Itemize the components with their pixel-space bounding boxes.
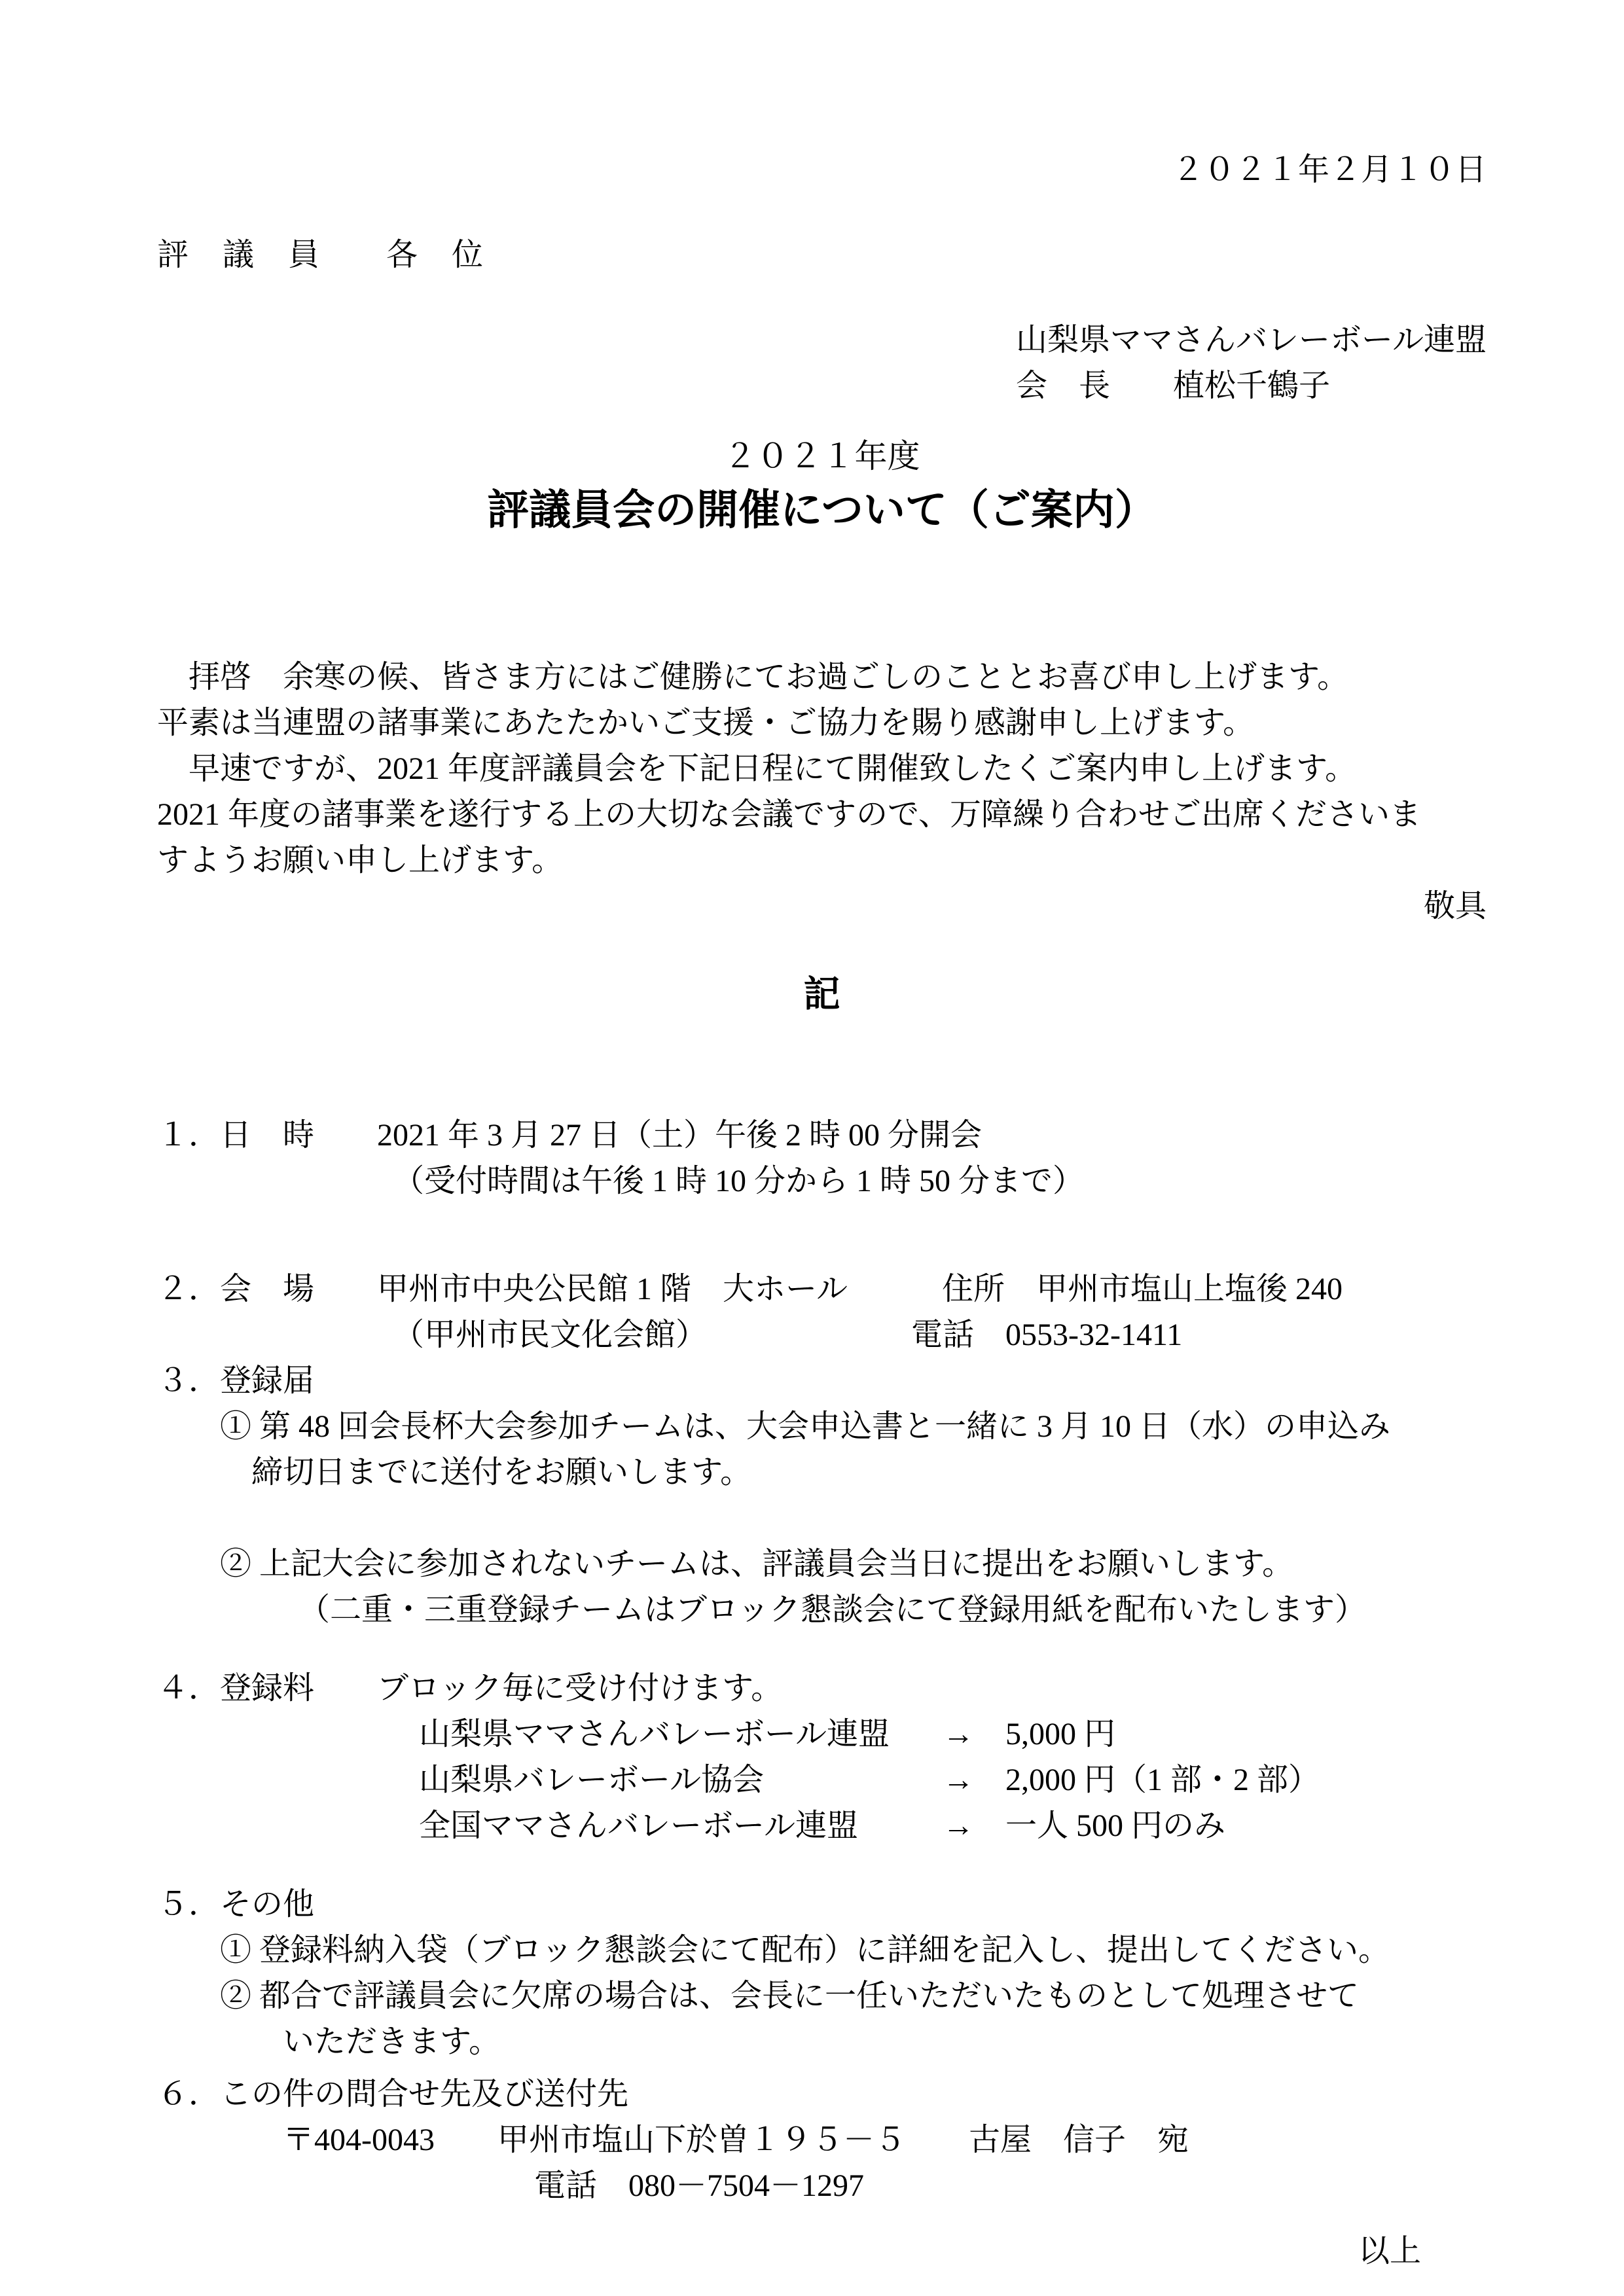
addressee: 評 議 員 各 位 — [157, 238, 485, 272]
other-heading: ５．その他 — [157, 1887, 315, 1922]
registration-item-2b: （二重・三重登録チームはブロック懇談会にて登録用紙を配布いたします） — [157, 1592, 1367, 1627]
footer-ijou: 以上 — [1358, 2234, 1421, 2269]
datetime-line-2: （受付時間は午後 1 時 10 分から 1 時 50 分まで） — [157, 1164, 1085, 1198]
registration-item-2a: ② 上記大会に参加されないチームは、評議員会当日に提出をお願いします。 — [157, 1547, 1294, 1581]
fees-heading: ４．登録料 ブロック毎に受け付けます。 — [157, 1671, 783, 1706]
closing-keigu: 敬具 — [1423, 889, 1487, 924]
fee-row-volleyball-assoc — [419, 1757, 1487, 1803]
greeting-paragraph — [157, 655, 1487, 884]
date-line: ２０２１年２月１０日 — [1172, 152, 1487, 187]
fee-org-name: 山梨県バレーボール協会 — [419, 1763, 765, 1797]
other-item-2b: いただきます。 — [157, 2024, 501, 2059]
fees-table — [419, 1712, 1487, 1849]
venue-line-2: （甲州市民文化会館） 電話 0553-32-1411 — [157, 1318, 1183, 1352]
registration-item-1a: ① 第 48 回会長杯大会参加チームは、大会申込書と一緒に 3 月 10 日（水）の申込み — [157, 1409, 1391, 1444]
arrow-right-icon: → — [943, 1717, 974, 1751]
signature-block — [1016, 317, 1487, 409]
contact-heading: ６．この件の問合せ先及び送付先 — [157, 2077, 629, 2111]
greeting-line-4: 2021 年度の諸事業を遂行する上の大切な会議ですので、万障繰り合わせご出席くださいま — [157, 797, 1422, 832]
datetime-line-1: １．日 時 2021 年 3 月 27 日（土）午後 2 時 00 分開会 — [157, 1118, 983, 1153]
greeting-line-3: 早速ですが、2021 年度評議員会を下記日程にて開催致したくご案内申し上げます。 — [157, 751, 1357, 786]
arrow-right-icon: → — [943, 1808, 974, 1843]
fee-row-national-league — [419, 1803, 1487, 1849]
fee-price: 一人 500 円のみ — [1005, 1808, 1226, 1843]
fee-row-mama-league — [419, 1712, 1487, 1757]
record-marker: 記 — [803, 975, 840, 1015]
registration-item-1b: 締切日までに送付をお願いします。 — [157, 1455, 752, 1490]
fee-org-name: 全国ママさんバレーボール連盟 — [419, 1808, 859, 1843]
registration-blank — [157, 1496, 1487, 1541]
section-other — [157, 1882, 1487, 2065]
greeting-line-1: 拝啓 余寒の候、皆さま方にはご健勝にてお過ごしのこととお喜び申し上げます。 — [157, 660, 1349, 694]
contact-phone: 電話 080－7504－1297 — [157, 2168, 865, 2203]
section-datetime — [157, 1113, 1487, 1204]
contact-address: 〒404-0043 甲州市塩山下於曽１９５－５ 古屋 信子 宛 — [157, 2123, 1189, 2157]
greeting-line-5: すようお願い申し上げます。 — [157, 843, 564, 878]
venue-line-1: ２．会 場 甲州市中央公民館 1 階 大ホール 住所 甲州市塩山上塩後 240 — [157, 1272, 1343, 1306]
other-item-1: ① 登録料納入袋（ブロック懇談会にて配布）に詳細を記入し、提出してください。 — [157, 1933, 1390, 1967]
other-item-2a: ② 都合で評議員会に欠席の場合は、会長に一任いただいたものとして処理させて — [157, 1979, 1360, 2013]
sender-organization: 山梨県ママさんバレーボール連盟 — [1015, 323, 1487, 357]
greeting-line-2: 平素は当連盟の諸事業にあたたかいご支援・ご協力を賜り感謝申し上げます。 — [157, 706, 1255, 740]
section-registration — [157, 1358, 1487, 1633]
section-contact — [157, 2072, 1487, 2209]
section-venue — [157, 1266, 1487, 1358]
fee-price: 2,000 円（1 部・2 部） — [1005, 1763, 1320, 1797]
doc-title-main: 評議員会の開催について（ご案内） — [487, 487, 1157, 533]
sender-president: 会 長 植松千鶴子 — [1015, 368, 1330, 403]
fee-price: 5,000 円 — [1005, 1717, 1116, 1751]
registration-heading: ３．登録届 — [157, 1363, 315, 1398]
doc-title-year: ２０２１年度 — [723, 438, 920, 475]
arrow-right-icon: → — [943, 1763, 974, 1797]
fee-org-name: 山梨県ママさんバレーボール連盟 — [419, 1717, 890, 1751]
